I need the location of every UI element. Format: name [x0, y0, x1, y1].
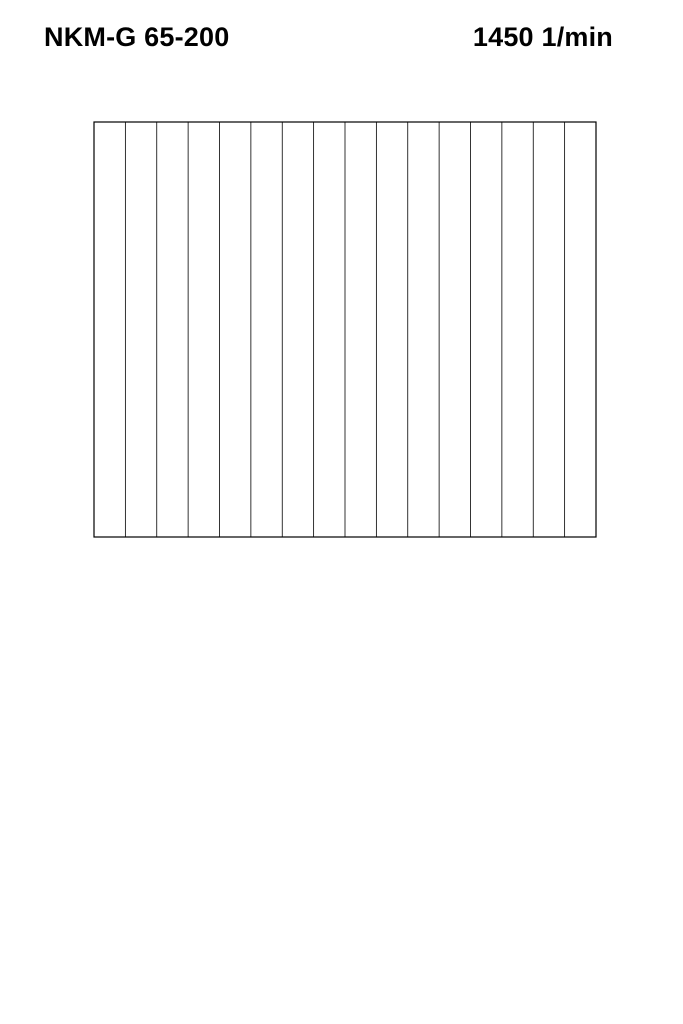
- pump-model-title: NKM-G 65-200: [44, 22, 230, 52]
- pump-speed-title: 1450 1/min: [472, 22, 613, 52]
